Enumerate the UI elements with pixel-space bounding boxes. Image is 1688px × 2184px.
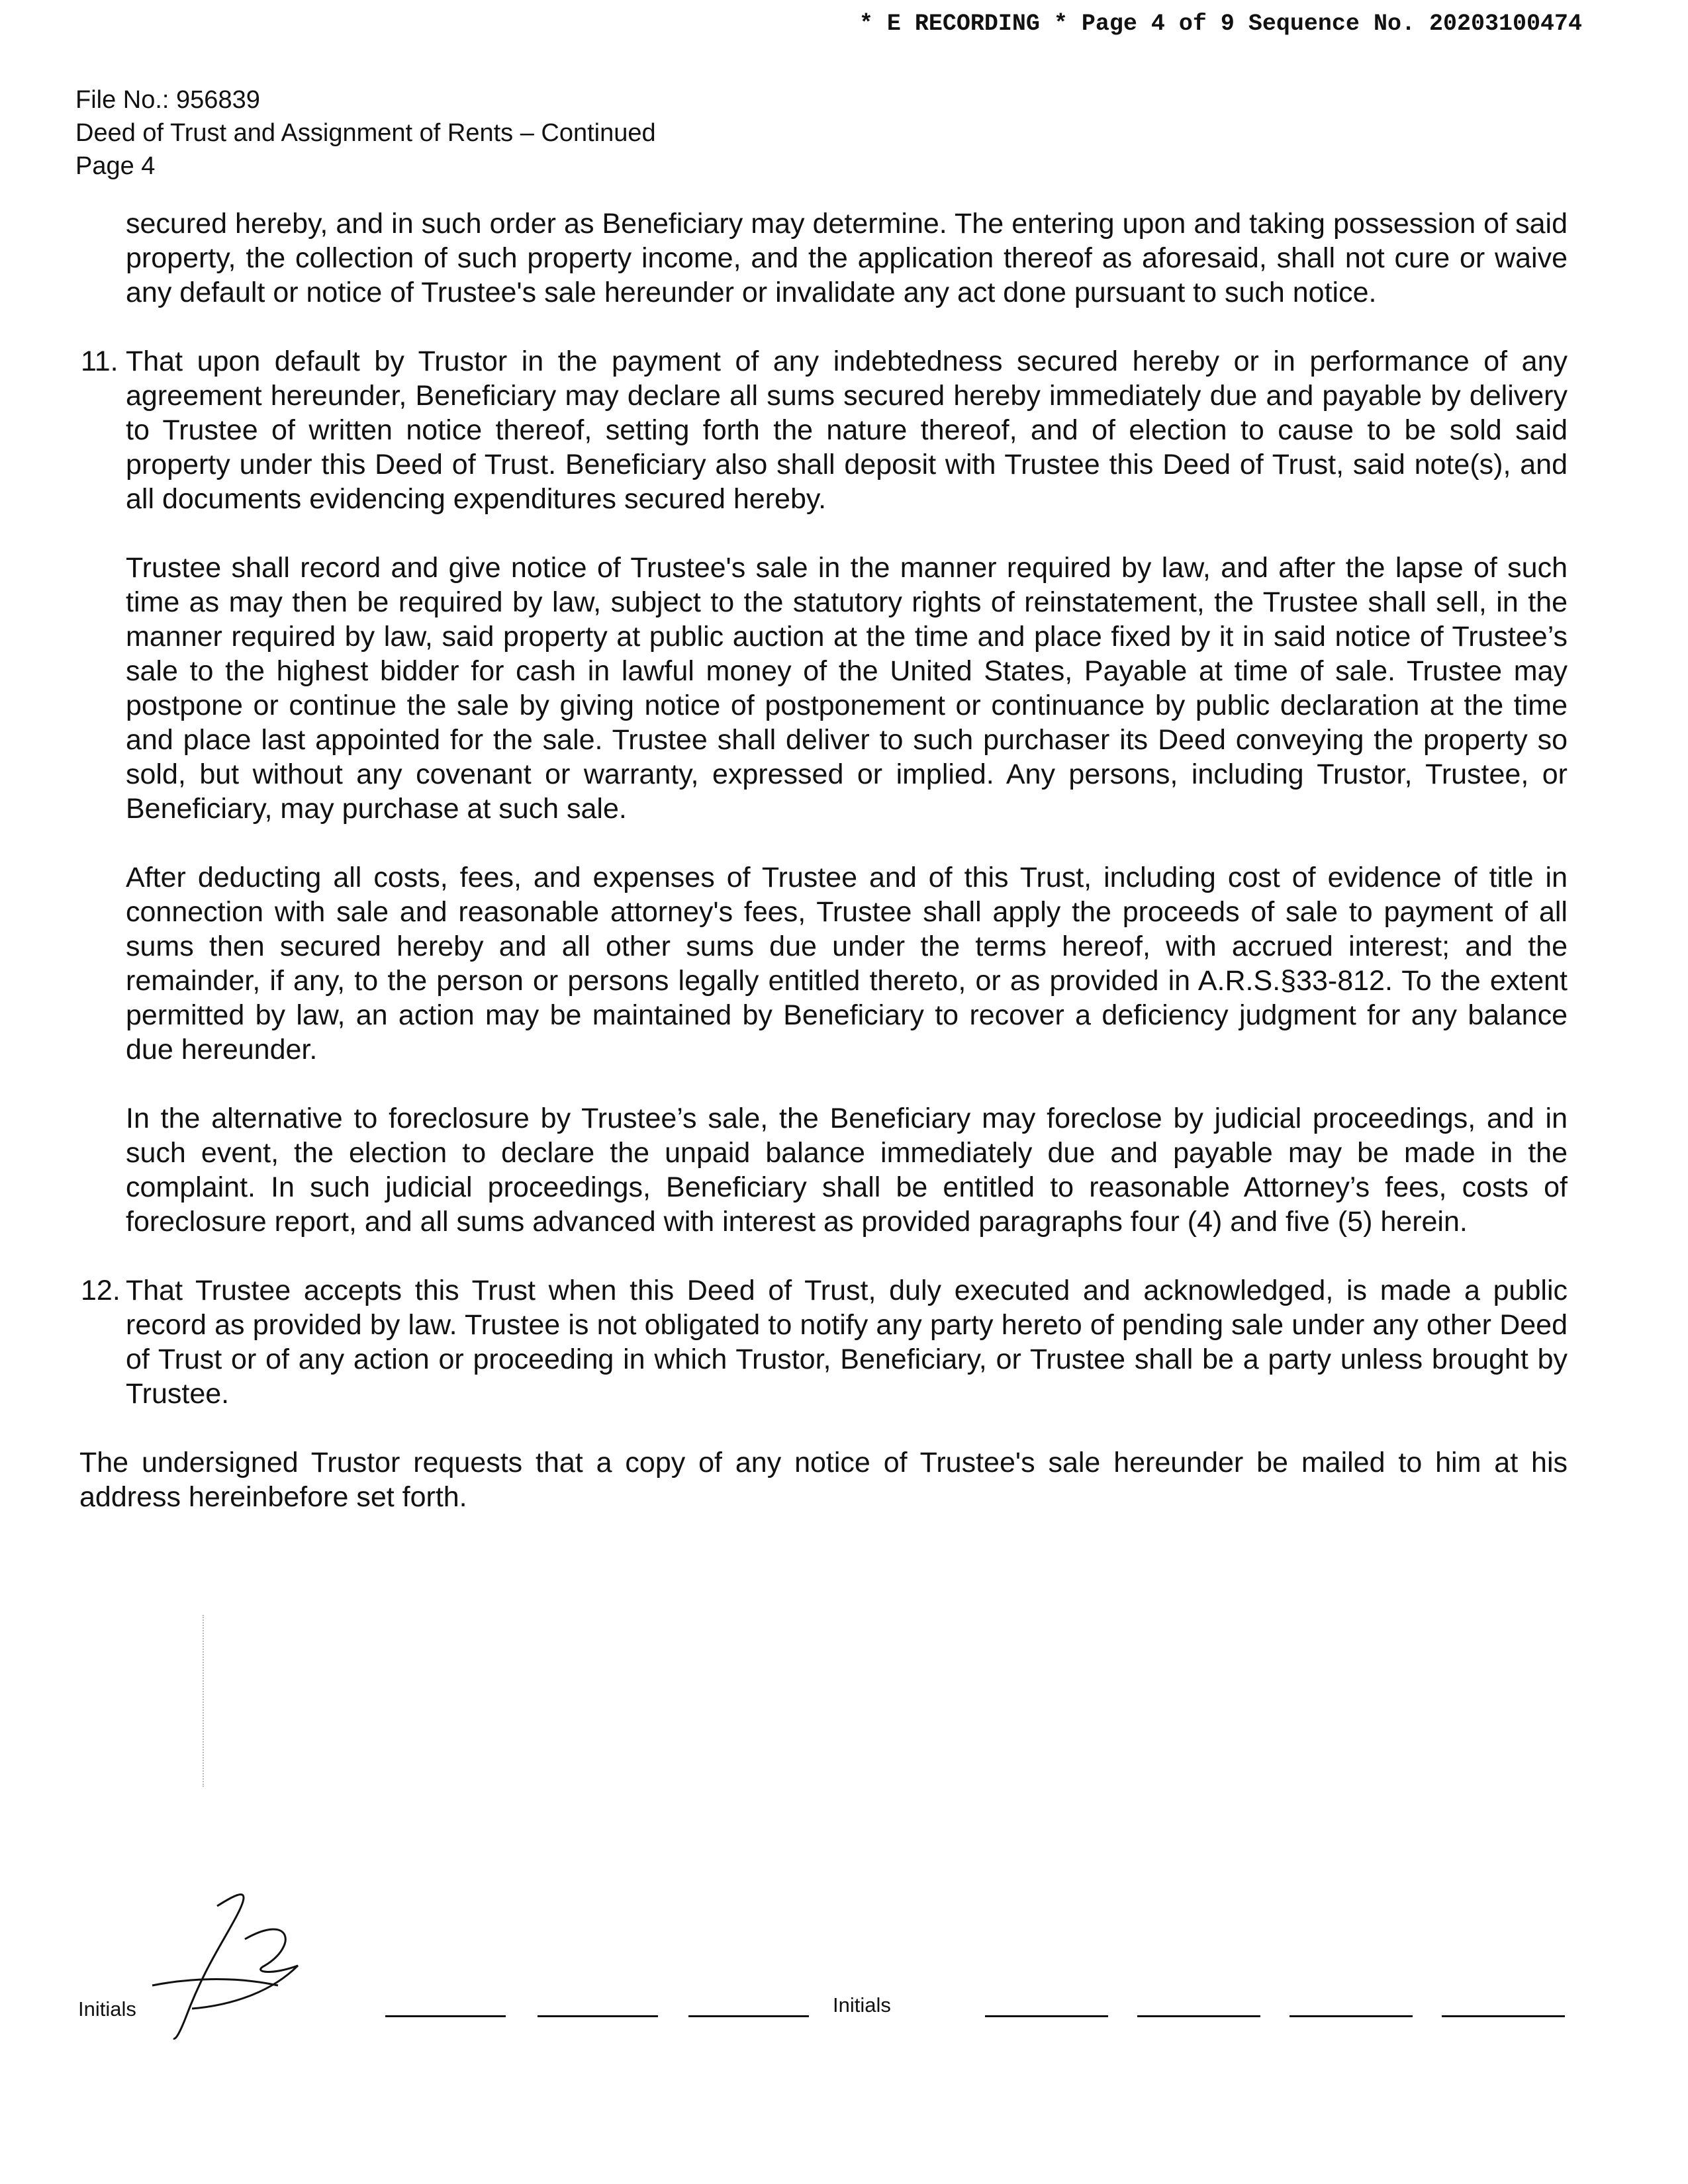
clause-11-judicial-paragraph: In the alternative to foreclosure by Trustee’s sale, the Beneficiary may foreclose by judicial proceedings, and in such event, the election to declare the unpaid balance immediately due and payable may be made in the complaint. In such judicial proceedings, Beneficiary shall be entitled to reasonable Attorney’s fees, costs of foreclosure report, and all sums advanced with interest as provided paragraphs four (4) and five (5) herein. (126, 1103, 1568, 1238)
initials-line[interactable] (1137, 2015, 1260, 2017)
initials-line[interactable] (385, 2015, 506, 2017)
initials-line[interactable] (985, 2015, 1108, 2017)
clause-11 (81, 344, 1568, 516)
initials-line[interactable] (1442, 2015, 1565, 2017)
page-number: Page 4 (75, 152, 156, 180)
initials-label-left: Initials (78, 1997, 136, 2021)
clause-12 (81, 1273, 1568, 1411)
initials-line[interactable] (538, 2015, 658, 2017)
initials-row (78, 1952, 1574, 2032)
scan-artifact-dots (203, 1615, 205, 1787)
clause-11-proceeds-paragraph: After deducting all costs, fees, and expenses of Trustee and of this Trust, including cost of evidence of title in connection with sale and reasonable attorney's fees, Trustee shall apply the proceeds of sale to payment of all sums then secured hereby and all other sums due under the terms hereof, with accrued interest; and the remainder, if any, to the person or persons legally entitled thereto, or as provided in A.R.S.§33-812. To the extent permitted by law, an action may be maintained by Beneficiary to recover a deficiency judgment for any balance due hereunder. (126, 862, 1568, 1066)
recording-stamp: * E RECORDING * Page 4 of 9 Sequence No. 20203100474 (859, 11, 1582, 37)
initials-label-right: Initials (833, 1993, 891, 2017)
clause-12-number: 12. (81, 1275, 120, 1306)
initials-line[interactable] (688, 2015, 809, 2017)
file-number: File No.: 956839 (75, 86, 260, 114)
initials-line[interactable] (1289, 2015, 1413, 2017)
document-title: Deed of Trust and Assignment of Rents – Continued (75, 119, 656, 147)
document-body (81, 206, 1568, 1514)
clause-11-text: That upon default by Trustor in the payment of any indebtedness secured hereby or in performance of any agreement hereunder, Beneficiary may declare all sums secured hereby immediately due and payable by delivery to Trustee of written notice thereof, setting forth the nature thereof, and of election to cause to be sold said property under this Deed of Trust. Beneficiary also shall deposit with Trustee this Deed of Trust, said note(s), and all documents evidencing expenditures secured hereby. (126, 345, 1568, 515)
clause-11-sale-paragraph: Trustee shall record and give notice of Trustee's sale in the manner required by law, and after the lapse of such time as may then be required by law, subject to the statutory rights of reinstatement, the Trustee shall sell, in the manner required by law, said property at public auction at the time and place fixed by it in said notice of Trustee’s sale to the highest bidder for cash in lawful money of the United States, Payable at time of sale. Trustee may postpone or continue the sale by giving notice of postponement or continuance by public declaration at the time and place last appointed for the sale. Trustee shall deliver to such purchaser its Deed conveying the property so sold, but without any covenant or warranty, expressed or implied. Any persons, including Trustor, Trustee, or Beneficiary, may purchase at such sale. (126, 552, 1568, 825)
clause-12-text: That Trustee accepts this Trust when this Deed of Trust, duly executed and acknowledged, is made a public record as provided by law. Trustee is not obligated to notify any party hereto of pending sale under any other Deed of Trust or of any action or proceeding in which Trustor, Beneficiary, or Trustee shall be a party unless brought by Trustee. (126, 1275, 1568, 1410)
clause-11-number: 11. (81, 345, 118, 377)
trustor-request-paragraph: The undersigned Trustor requests that a copy of any notice of Trustee's sale hereunder be mailed to him at his address hereinbefore set forth. (79, 1447, 1568, 1513)
document-header (75, 83, 656, 183)
continuation-paragraph: secured hereby, and in such order as Beneficiary may determine. The entering upon and taking possession of said property, the collection of such property income, and the application thereof as aforesaid, shall not cure or waive any default or notice of Trustee's sale hereunder or invalidate any act done pursuant to such notice. (126, 208, 1568, 308)
